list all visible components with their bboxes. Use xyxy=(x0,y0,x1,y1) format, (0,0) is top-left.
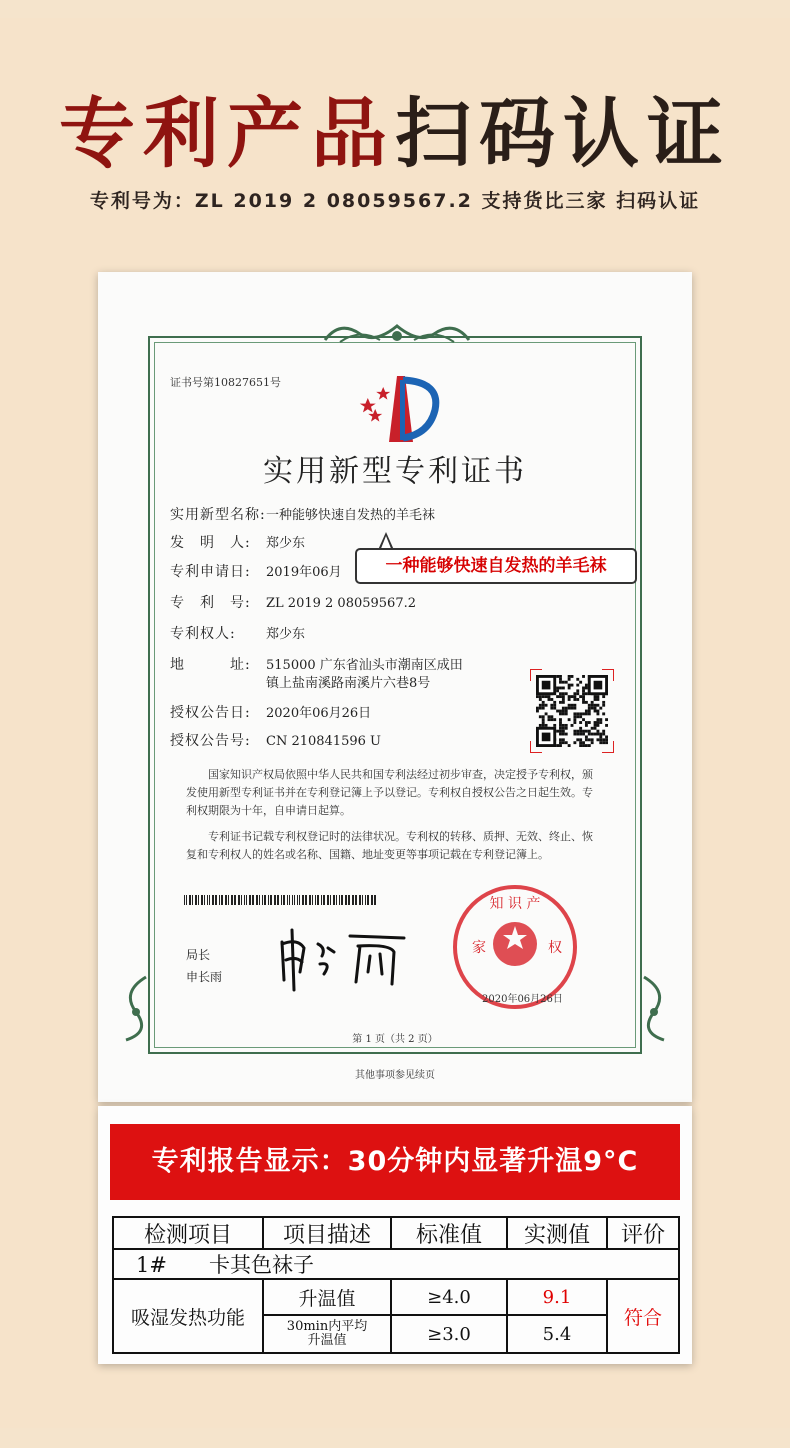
ornament-top-icon xyxy=(320,318,474,348)
seal-date: 2020年06月26日 xyxy=(482,994,563,1005)
patent-certificate xyxy=(98,272,692,1102)
field-value: 一种能够快速自发热的羊毛袜 xyxy=(266,508,436,523)
field-label: 发 明 人: xyxy=(170,535,251,551)
svg-text:知 识 产: 知 识 产 xyxy=(489,896,541,912)
signer-title: 局长 xyxy=(186,948,211,962)
row1-description: 升温值 xyxy=(298,1287,356,1310)
handwritten-signature xyxy=(274,922,414,992)
header-evaluation: 评价 xyxy=(620,1222,665,1248)
qr-code-icon[interactable] xyxy=(536,675,608,747)
field-address xyxy=(170,654,463,691)
row1-standard: ≥4.0 xyxy=(427,1286,471,1308)
cnipa-logo-icon xyxy=(353,374,443,446)
field-label: 地 址: xyxy=(170,657,251,673)
row2-measured: 5.4 xyxy=(542,1323,572,1345)
field-value: 2020年06月26日 xyxy=(266,706,372,721)
field-value: CN 210841596 U xyxy=(266,734,381,749)
certificate-footnote: 其他事项参见续页 xyxy=(355,1070,435,1081)
field-value-line2: 镇上盐南溪路南溪片六巷8号 xyxy=(266,676,431,691)
product-name-callout: 一种能够快速自发热的羊毛袜 xyxy=(355,548,637,584)
sample-row: 1# 卡其色袜子 xyxy=(136,1253,314,1277)
field-inventor xyxy=(170,532,305,552)
test-report xyxy=(98,1106,692,1364)
header-measured: 实测值 xyxy=(523,1222,590,1248)
field-patent-number xyxy=(170,592,416,612)
patent-number-line: 专利号为：ZL 2019 2 08059567.2 支持货比三家 扫码认证 xyxy=(89,190,701,212)
header-description: 项目描述 xyxy=(282,1222,371,1248)
report-banner: 专利报告显示：30分钟内显著升温9°C xyxy=(110,1124,680,1200)
field-value: 2019年06月 xyxy=(266,565,342,580)
headline-dark-part: 扫码认证 xyxy=(395,89,731,178)
row1-measured: 9.1 xyxy=(542,1286,572,1308)
headline-red-part: 专利产品 xyxy=(59,89,395,178)
header-test-item: 检测项目 xyxy=(143,1222,232,1248)
field-label: 专利权人: xyxy=(170,626,236,642)
row2-description xyxy=(264,1316,390,1352)
field-application-date xyxy=(170,561,342,581)
header-standard: 标准值 xyxy=(415,1222,482,1248)
row2-standard: ≥3.0 xyxy=(427,1323,471,1345)
field-value: 515000 广东省汕头市潮南区成田 xyxy=(266,658,463,673)
test-item-name: 吸湿发热功能 xyxy=(130,1306,245,1329)
certificate-number: 证书号第10827651号 xyxy=(170,376,281,389)
page-headline xyxy=(0,89,790,178)
field-grant-number xyxy=(170,730,381,750)
certificate-title: 实用新型专利证书 xyxy=(263,454,527,489)
field-label: 授权公告号: xyxy=(170,733,251,749)
field-value: 郑少东 xyxy=(266,536,306,551)
evaluation-result: 符合 xyxy=(623,1306,662,1329)
test-results-table xyxy=(112,1216,680,1356)
certificate-paragraph-2: 专利证书记载专利权登记时的法律状况。专利权的转移、质押、无效、终止、恢复和专利权人的姓名或名称、国籍、地址变更等事项记载在专利登记簿上。 xyxy=(186,830,593,861)
field-value: 郑少东 xyxy=(266,627,306,642)
certificate-paragraph-1: 国家知识产权局依照中华人民共和国专利法经过初步审查，决定授予专利权，颁发使用新型专利证书并在专利登记簿上予以登记。专利权自授权公告之日起生效。专利权期限为十年，自申请日起算。 xyxy=(186,768,593,817)
field-label: 实用新型名称: xyxy=(170,507,266,523)
page-number: 第 1 页（共 2 页） xyxy=(352,1034,438,1045)
barcode-icon xyxy=(184,895,380,905)
svg-text:权: 权 xyxy=(548,940,562,956)
row2-description-line2: 升温值 xyxy=(307,1333,347,1348)
field-label: 专 利 号: xyxy=(170,595,251,611)
field-value: ZL 2019 2 08059567.2 xyxy=(266,596,416,611)
signer-name: 申长雨 xyxy=(186,970,223,984)
field-label: 授权公告日: xyxy=(170,705,251,721)
row2-description-line1: 30min内平均 xyxy=(286,1319,368,1334)
field-utility-name xyxy=(170,504,435,524)
field-grant-date xyxy=(170,702,371,722)
svg-text:家: 家 xyxy=(472,940,486,956)
field-patentee xyxy=(170,623,305,643)
field-label: 专利申请日: xyxy=(170,564,251,580)
